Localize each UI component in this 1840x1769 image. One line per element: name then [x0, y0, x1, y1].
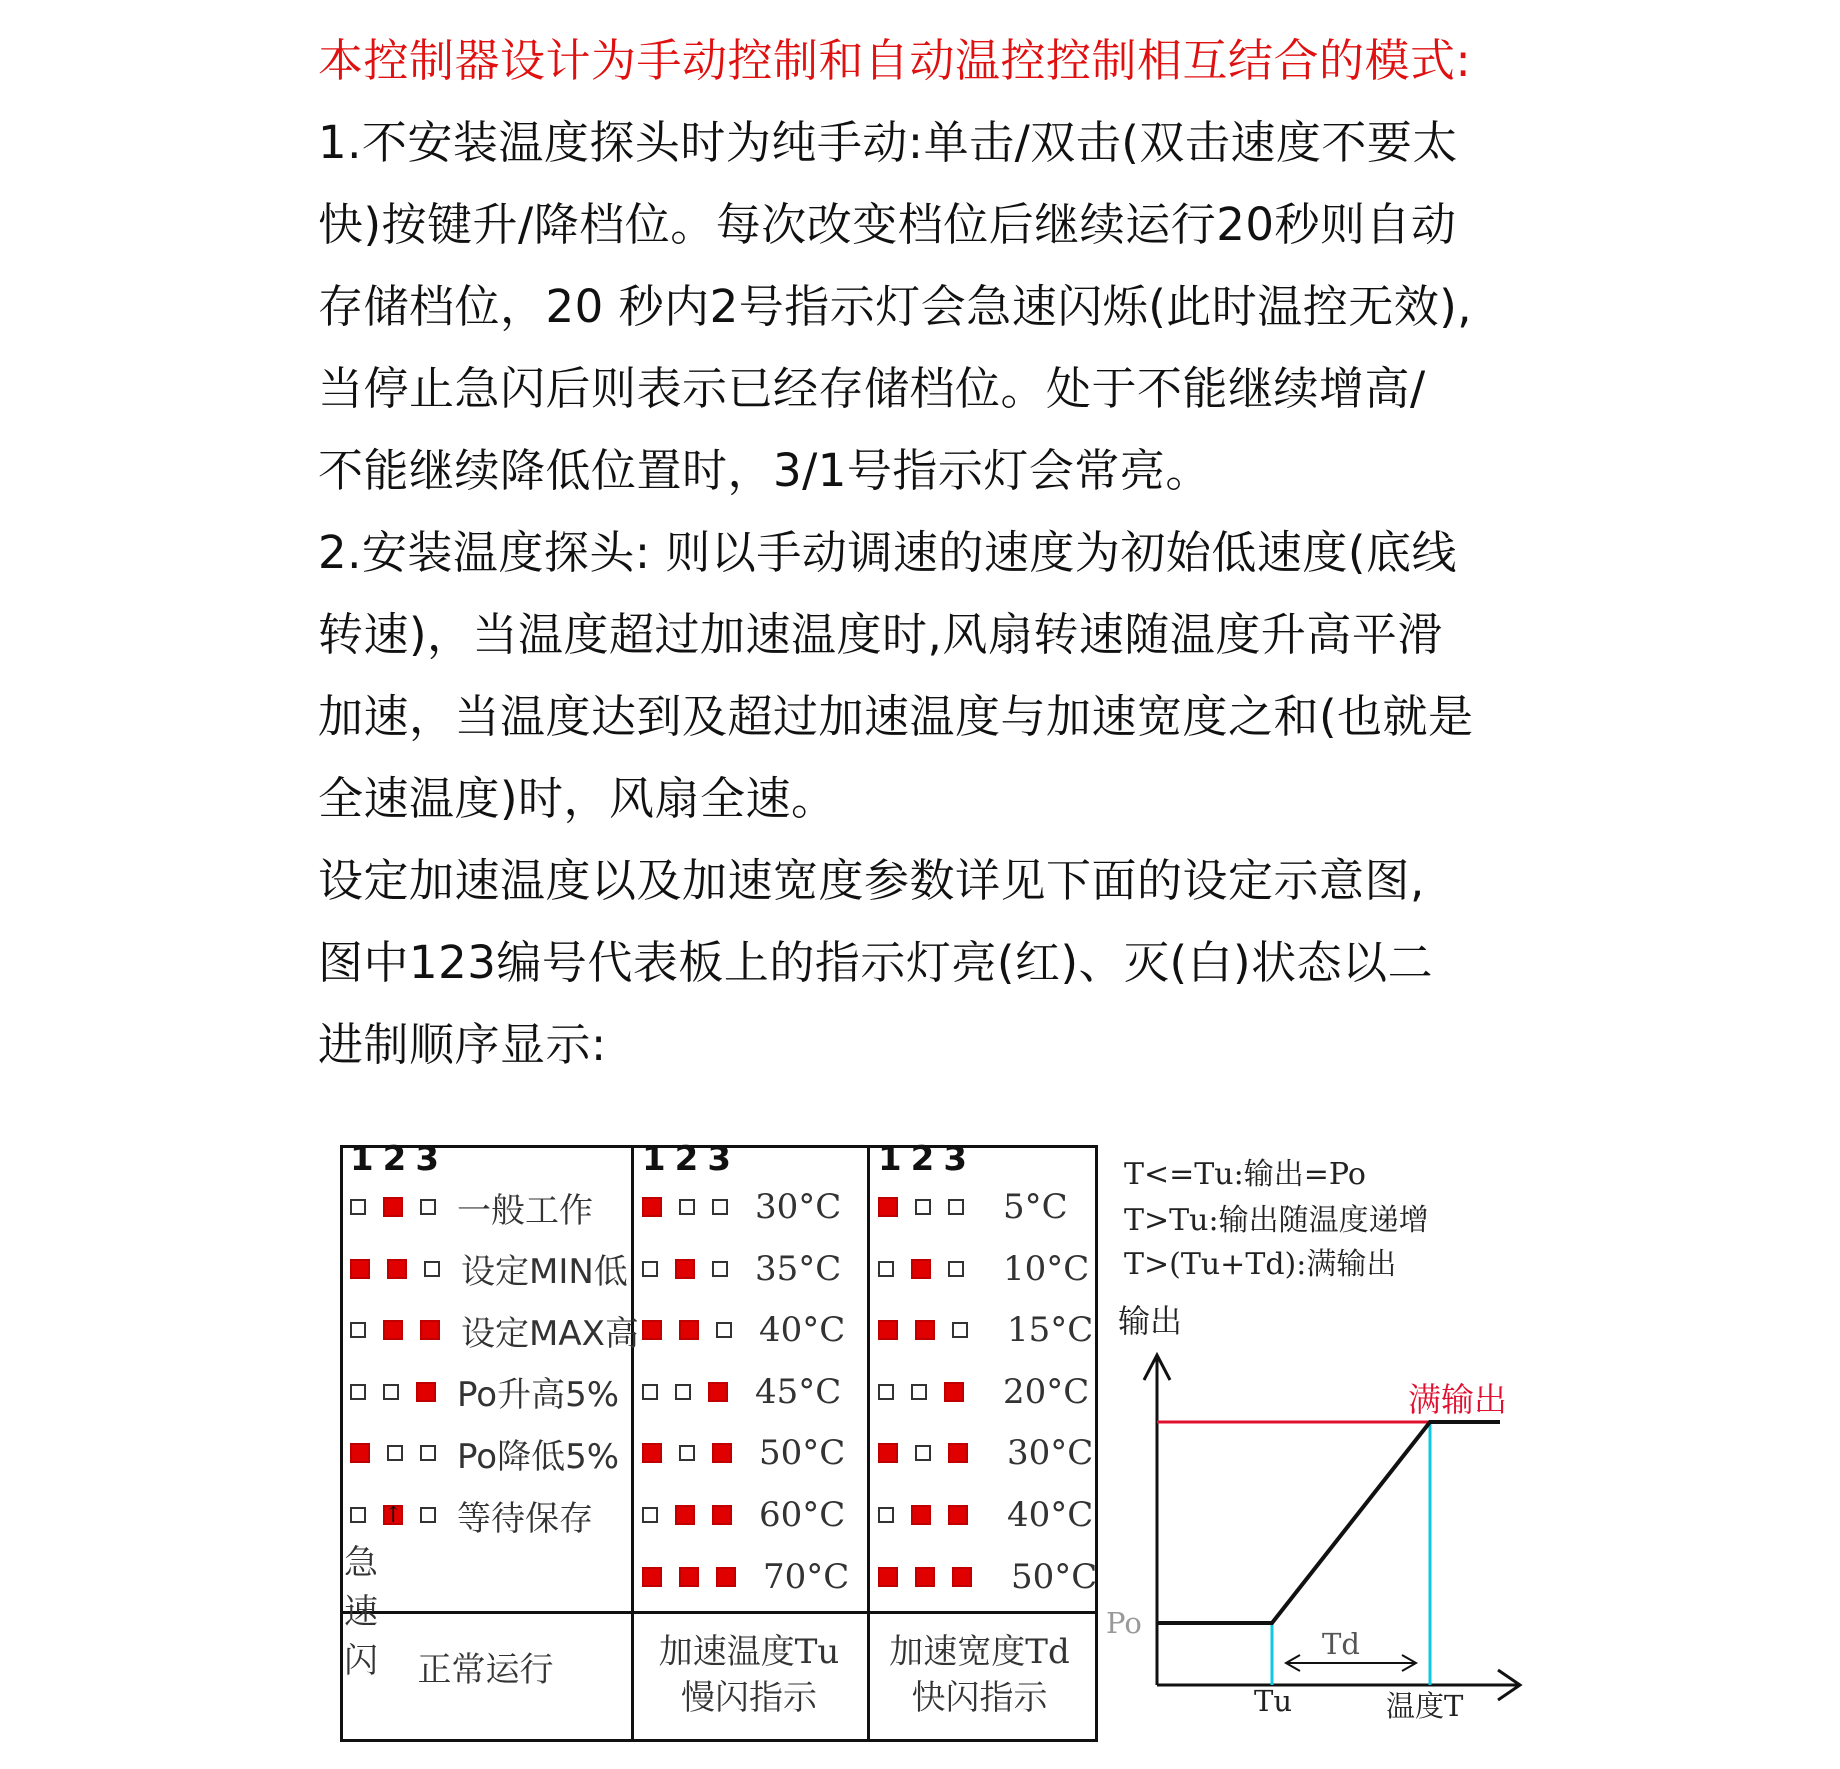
led-on-indicator: [708, 1382, 728, 1402]
led-on-indicator: [712, 1505, 732, 1525]
footer-line: 正常运行: [417, 1650, 554, 1690]
text-line: 加速，当温度达到及超过加速温度与加速宽度之和(也就是: [318, 690, 1474, 743]
led-off-indicator: [915, 1199, 931, 1215]
led-row: [642, 1547, 849, 1607]
text-line: 进制顺序显示:: [318, 1018, 607, 1071]
tu-label: Tu: [1254, 1684, 1293, 1718]
row-label: 20°C: [1003, 1371, 1090, 1412]
graph-legend-1: T<=Tu:输出=Po: [1124, 1157, 1366, 1192]
led-off-indicator: [642, 1261, 658, 1277]
led-off-indicator: [387, 1445, 403, 1461]
full-output-label: 满输出: [1408, 1380, 1507, 1419]
td-label: Td: [1322, 1627, 1360, 1661]
led-on-indicator: [915, 1567, 935, 1587]
led-number-header: 123: [878, 1139, 976, 1179]
graph-legend-3: T>(Tu+Td):满输出: [1124, 1247, 1397, 1282]
text-line: 图中123编号代表板上的指示灯亮(红)、灭(白)状态以二: [318, 936, 1434, 989]
led-off-indicator: [350, 1199, 366, 1215]
led-on-indicator: [387, 1259, 407, 1279]
row-label: 45°C: [755, 1371, 842, 1412]
led-off-indicator: [878, 1261, 894, 1277]
row-label: 等待保存: [457, 1498, 593, 1539]
led-row: [878, 1300, 1093, 1360]
led-on-indicator: [948, 1443, 968, 1463]
led-on-indicator: [716, 1567, 736, 1587]
led-row: [642, 1362, 841, 1422]
text-line: 本控制器设计为手动控制和自动温控控制相互结合的模式:: [318, 34, 1472, 87]
led-on-indicator: [878, 1443, 898, 1463]
led-row: [350, 1300, 639, 1360]
text-line: 全速温度)时，风扇全速。: [318, 772, 837, 825]
description-text: [318, 20, 1568, 1086]
led-on-indicator: [420, 1320, 440, 1340]
led-row: [642, 1300, 845, 1360]
led-off-indicator: [420, 1507, 436, 1523]
led-row: [350, 1423, 619, 1483]
led-off-indicator: [424, 1261, 440, 1277]
led-off-indicator: [716, 1322, 732, 1338]
led-on-indicator: [915, 1320, 935, 1340]
led-on-indicator: [878, 1567, 898, 1587]
led-on-indicator: [383, 1197, 403, 1217]
flash-note: 急速闪: [344, 1543, 378, 1681]
led-on-indicator: [944, 1382, 964, 1402]
led-off-indicator: [420, 1199, 436, 1215]
row-label: Po降低5%: [457, 1436, 620, 1477]
led-on-indicator: [911, 1259, 931, 1279]
text-line: 快)按键升/降档位。每次改变档位后继续运行20秒则自动: [318, 198, 1457, 251]
led-on-indicator: [383, 1320, 403, 1340]
row-label: 设定MAX高: [461, 1313, 639, 1354]
arrow-up-icon: ↑: [384, 1503, 403, 1528]
text-line: 设定加速温度以及加速宽度参数详见下面的设定示意图,: [318, 854, 1425, 907]
row-label: 40°C: [1007, 1495, 1094, 1535]
led-on-indicator: [350, 1259, 370, 1279]
led-row: [878, 1177, 1068, 1237]
row-label: 10°C: [1003, 1248, 1090, 1289]
led-on-indicator: [712, 1443, 732, 1463]
led-on-indicator: [675, 1505, 695, 1525]
x-axis-label: 温度T: [1386, 1689, 1464, 1723]
led-off-indicator: [878, 1384, 894, 1400]
text-line: 1.不安装温度探头时为纯手动:单击/双击(双击速度不要太: [318, 116, 1458, 169]
led-on-indicator: [642, 1443, 662, 1463]
footer-line: 快闪指示: [911, 1678, 1048, 1718]
led-row: [878, 1239, 1089, 1299]
led-off-indicator: [383, 1384, 399, 1400]
led-off-indicator: [675, 1384, 691, 1400]
text-line: 当停止急闪后则表示已经存储档位。处于不能继续增高/: [318, 362, 1426, 415]
led-on-indicator: [679, 1567, 699, 1587]
led-off-indicator: [420, 1445, 436, 1461]
row-label: 70°C: [763, 1556, 850, 1597]
led-on-indicator: [675, 1259, 695, 1279]
footer-line: 加速温度Tu: [658, 1632, 840, 1672]
row-label: 30°C: [755, 1187, 842, 1227]
footer-line: 加速宽度Td: [889, 1632, 1070, 1672]
led-number-header: 123: [350, 1139, 448, 1179]
row-label: 30°C: [1007, 1433, 1094, 1474]
led-off-indicator: [915, 1445, 931, 1461]
graph-plot: [1120, 1150, 1540, 1710]
led-row: [642, 1177, 841, 1237]
po-label: Po: [1106, 1606, 1142, 1640]
led-row: [350, 1362, 619, 1422]
led-row: [878, 1362, 1089, 1422]
text-line: 转速)，当温度超过加速温度时,风扇转速随温度升高平滑: [318, 608, 1443, 661]
row-label: 5°C: [1003, 1187, 1068, 1227]
row-label: Po升高5%: [457, 1375, 620, 1416]
footer-line: 慢闪指示: [681, 1678, 817, 1718]
led-off-indicator: [952, 1322, 968, 1338]
led-on-indicator: [679, 1320, 699, 1340]
row-label: 一般工作: [457, 1190, 593, 1231]
led-on-indicator: [642, 1567, 662, 1587]
led-off-indicator: [679, 1199, 695, 1215]
led-row: [350, 1177, 593, 1237]
led-on-indicator: [416, 1382, 436, 1402]
led-off-indicator: [712, 1261, 728, 1277]
led-number-header: 123: [642, 1139, 740, 1179]
column-footer: [631, 1629, 867, 1721]
led-on-indicator: [642, 1320, 662, 1340]
led-on-indicator: [948, 1505, 968, 1525]
text-line: 2.安装温度探头: 则以手动调速的速度为初始低速度(底线: [318, 526, 1457, 579]
led-off-indicator: [878, 1507, 894, 1523]
graph-legend-2: T>Tu:输出随温度递增: [1124, 1203, 1429, 1238]
led-off-indicator: [642, 1384, 658, 1400]
led-row: [642, 1239, 841, 1299]
text-line: 存储档位，20 秒内2号指示灯会急速闪烁(此时温控无效),: [318, 280, 1473, 333]
led-on-indicator: [350, 1443, 370, 1463]
led-off-indicator: [642, 1507, 658, 1523]
led-on-indicator: [878, 1320, 898, 1340]
row-label: 50°C: [1011, 1556, 1098, 1597]
column-footer: [340, 1647, 631, 1693]
row-label: 50°C: [759, 1433, 846, 1474]
led-row: [878, 1485, 1093, 1545]
y-axis-label: 输出: [1118, 1302, 1183, 1340]
row-label: 15°C: [1007, 1310, 1094, 1351]
output-graph: [1106, 1150, 1540, 1723]
led-off-indicator: [911, 1384, 927, 1400]
led-off-indicator: [948, 1199, 964, 1215]
led-row: [350, 1239, 628, 1299]
led-on-indicator: [952, 1567, 972, 1587]
led-off-indicator: [679, 1445, 695, 1461]
led-off-indicator: [948, 1261, 964, 1277]
row-label: 设定MIN低: [461, 1252, 628, 1293]
output-curve: [1157, 1422, 1500, 1623]
led-off-indicator: [712, 1199, 728, 1215]
led-row: [642, 1485, 845, 1545]
led-on-indicator: [642, 1197, 662, 1217]
row-label: 35°C: [755, 1248, 842, 1289]
led-row: [878, 1423, 1093, 1483]
led-on-indicator: [878, 1197, 898, 1217]
row-label: 40°C: [759, 1310, 846, 1351]
led-off-indicator: [350, 1507, 366, 1523]
led-off-indicator: [350, 1384, 366, 1400]
table-divider: [340, 1611, 1098, 1614]
row-label: 60°C: [759, 1495, 846, 1535]
column-footer: [867, 1629, 1092, 1721]
text-line: 不能继续降低位置时，3/1号指示灯会常亮。: [318, 444, 1211, 497]
led-row: [642, 1423, 845, 1483]
led-off-indicator: [350, 1322, 366, 1338]
led-on-indicator: [911, 1505, 931, 1525]
led-row: [878, 1547, 1097, 1607]
